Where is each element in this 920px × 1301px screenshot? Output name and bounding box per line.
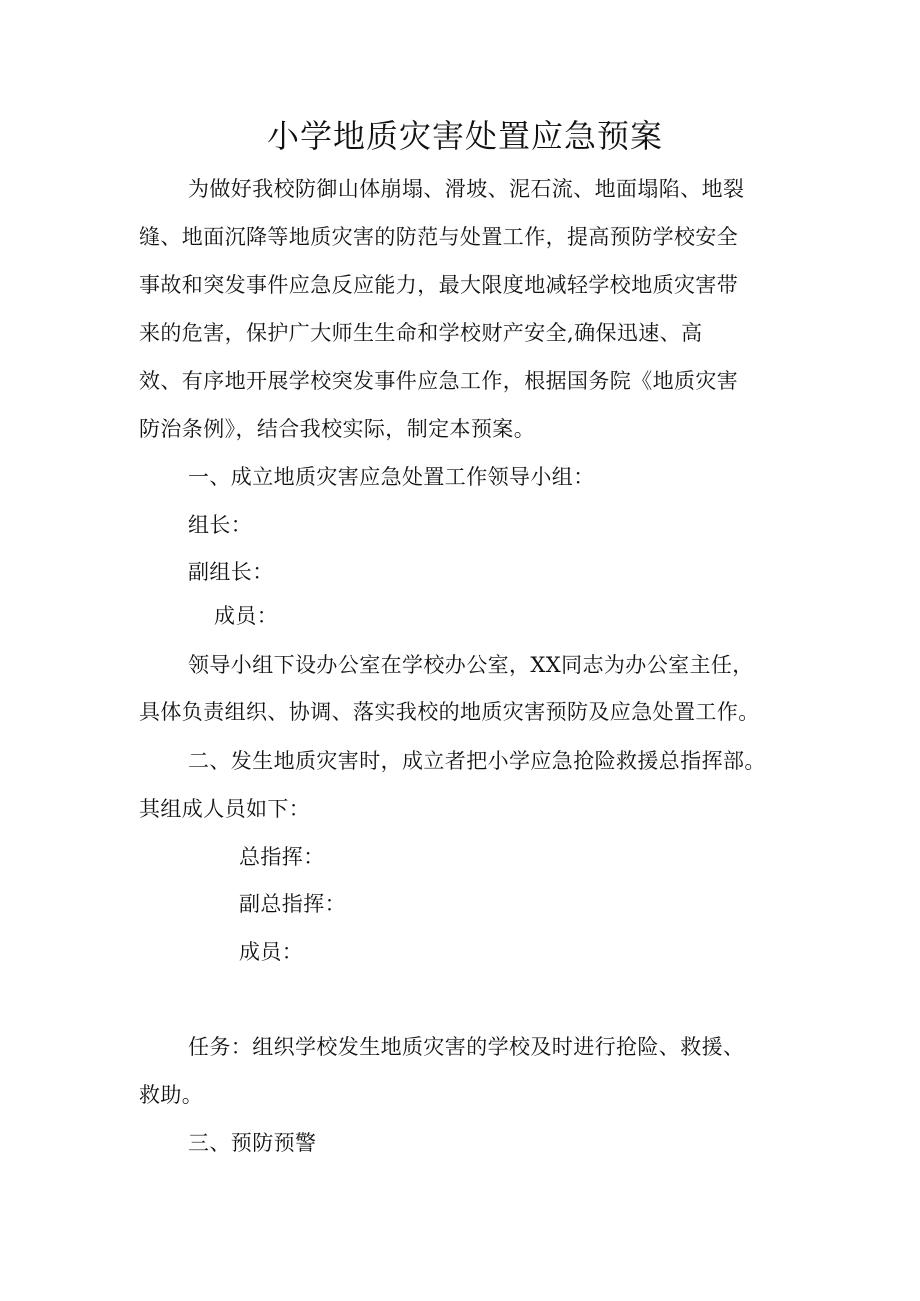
task-line-2: 救助。	[139, 1083, 204, 1107]
section-2-heading-line-2: 其组成人员如下：	[139, 797, 311, 821]
task-line-1: 任务：组织学校发生地质灾害的学校及时进行抢险、救援、	[188, 1035, 745, 1059]
leader-label: 组长：	[188, 513, 253, 537]
intro-line-4: 来的危害，保护广大师生生命和学校财产安全,确保迅速、高	[139, 321, 703, 345]
command-members-label: 成员：	[239, 940, 304, 964]
document-title: 小学地质灾害处置应急预案	[266, 117, 663, 155]
intro-line-3: 事故和突发事件应急反应能力，最大限度地减轻学校地质灾害带	[139, 273, 739, 297]
section-1-heading: 一、成立地质灾害应急处置工作领导小组：	[188, 465, 595, 489]
deputy-commander-label: 副总指挥：	[239, 892, 346, 916]
intro-line-2: 缝、地面沉降等地质灾害的防范与处置工作，提高预防学校安全	[139, 225, 739, 249]
intro-line-6: 防治条例》，结合我校实际，制定本预案。	[139, 417, 536, 441]
commander-label: 总指挥：	[239, 845, 325, 869]
deputy-leader-label: 副组长：	[188, 560, 274, 584]
intro-line-1: 为做好我校防御山体崩塌、滑坡、泥石流、地面塌陷、地裂	[188, 177, 745, 201]
office-line-2: 具体负责组织、协调、落实我校的地质灾害预防及应急处置工作。	[139, 700, 760, 724]
members-label: 成员：	[214, 604, 279, 628]
section-2-heading-line-1: 二、发生地质灾害时，成立者把小学应急抢险救援总指挥部。	[188, 749, 766, 773]
office-line-1: 领导小组下设办公室在学校办公室，XX同志为办公室主任，	[188, 653, 754, 677]
intro-line-5: 效、有序地开展学校突发事件应急工作，根据国务院《地质灾害	[139, 369, 739, 393]
section-3-heading: 三、预防预警	[188, 1131, 317, 1155]
